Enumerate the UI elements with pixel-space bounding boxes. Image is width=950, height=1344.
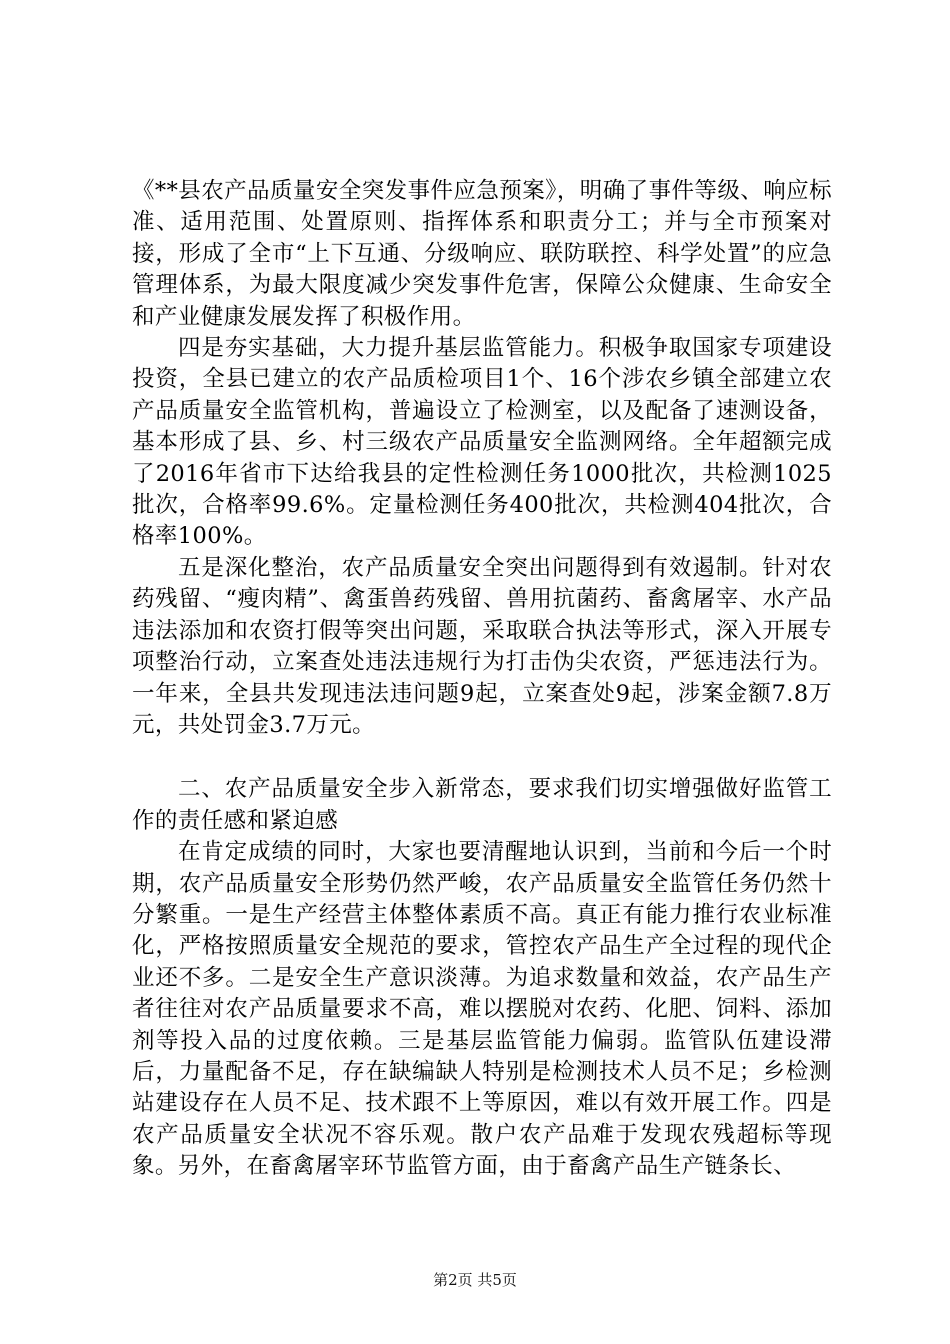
document-body [132,176,832,1183]
paragraph-point-five: 五是深化整治，农产品质量安全突出问题得到有效遏制。针对农药残留、“瘦肉精”、禽蛋兽药残留、兽用抗菌药、畜禽屠宰、水产品违法添加和农资打假等突出问题，采取联合执法等形式，深入开展专项整治行动，立案查处违法违规行为打击伪尖农资，严惩违法行为。一年来，全县共发现违法违问题9起，立案查处9起，涉案金额7.8万元，共处罚金3.7万元。 [132,554,832,738]
section-heading-two: 二、农产品质量安全步入新常态，要求我们切实增强做好监管工作的责任感和紧迫感 [132,776,832,834]
paragraph-point-four: 四是夯实基础，大力提升基层监管能力。积极争取国家专项建设投资，全县已建立的农产品质检项目1个、16个涉农乡镇全部建立农产品质量安全监管机构，普遍设立了检测室，以及配备了速测设备，基本形成了县、乡、村三级农产品质量安全监测网络。全年超额完成了2016年省市下达给我县的定性检测任务1000批次，共检测1025批次，合格率99.6%。定量检测任务400批次，共检测404批次，合格率100%。 [132,335,832,550]
section-spacer [132,741,832,774]
page-footer: 第2页 共5页 [433,1271,517,1289]
paragraph-emergency-plan: 《**县农产品质量安全突发事件应急预案》，明确了事件等级、响应标准、适用范围、处置原则、指挥体系和职责分工；并与全市预案对接，形成了全市“上下互通、分级响应、联防联控、科学处置”的应急管理体系，为最大限度减少突发事件危害，保障公众健康、生命安全和产业健康发展发挥了积极作用。 [132,178,832,330]
paragraph-challenges: 在肯定成绩的同时，大家也要清醒地认识到，当前和今后一个时期，农产品质量安全形势仍然严峻，农产品质量安全监管任务仍然十分繁重。一是生产经营主体整体素质不高。真正有能力推行农业标准化，严格按照质量安全规范的要求，管控农产品生产全过程的现代企业还不多。二是安全生产意识淡薄。为追求数量和效益，农产品生产者往往对农产品质量要求不高，难以摆脱对农药、化肥、饲料、添加剂等投入品的过度依赖。三是基层监管能力偏弱。监管队伍建设滞后，力量配备不足，存在缺编缺人特别是检测技术人员不足；乡检测站建设存在人员不足、技术跟不上等原因，难以有效开展工作。四是农产品质量安全状况不容乐观。散户农产品难于发现农残超标等现象。另外，在畜禽屠宰环节监管方面，由于畜禽产品生产链条长、 [132,839,832,1180]
